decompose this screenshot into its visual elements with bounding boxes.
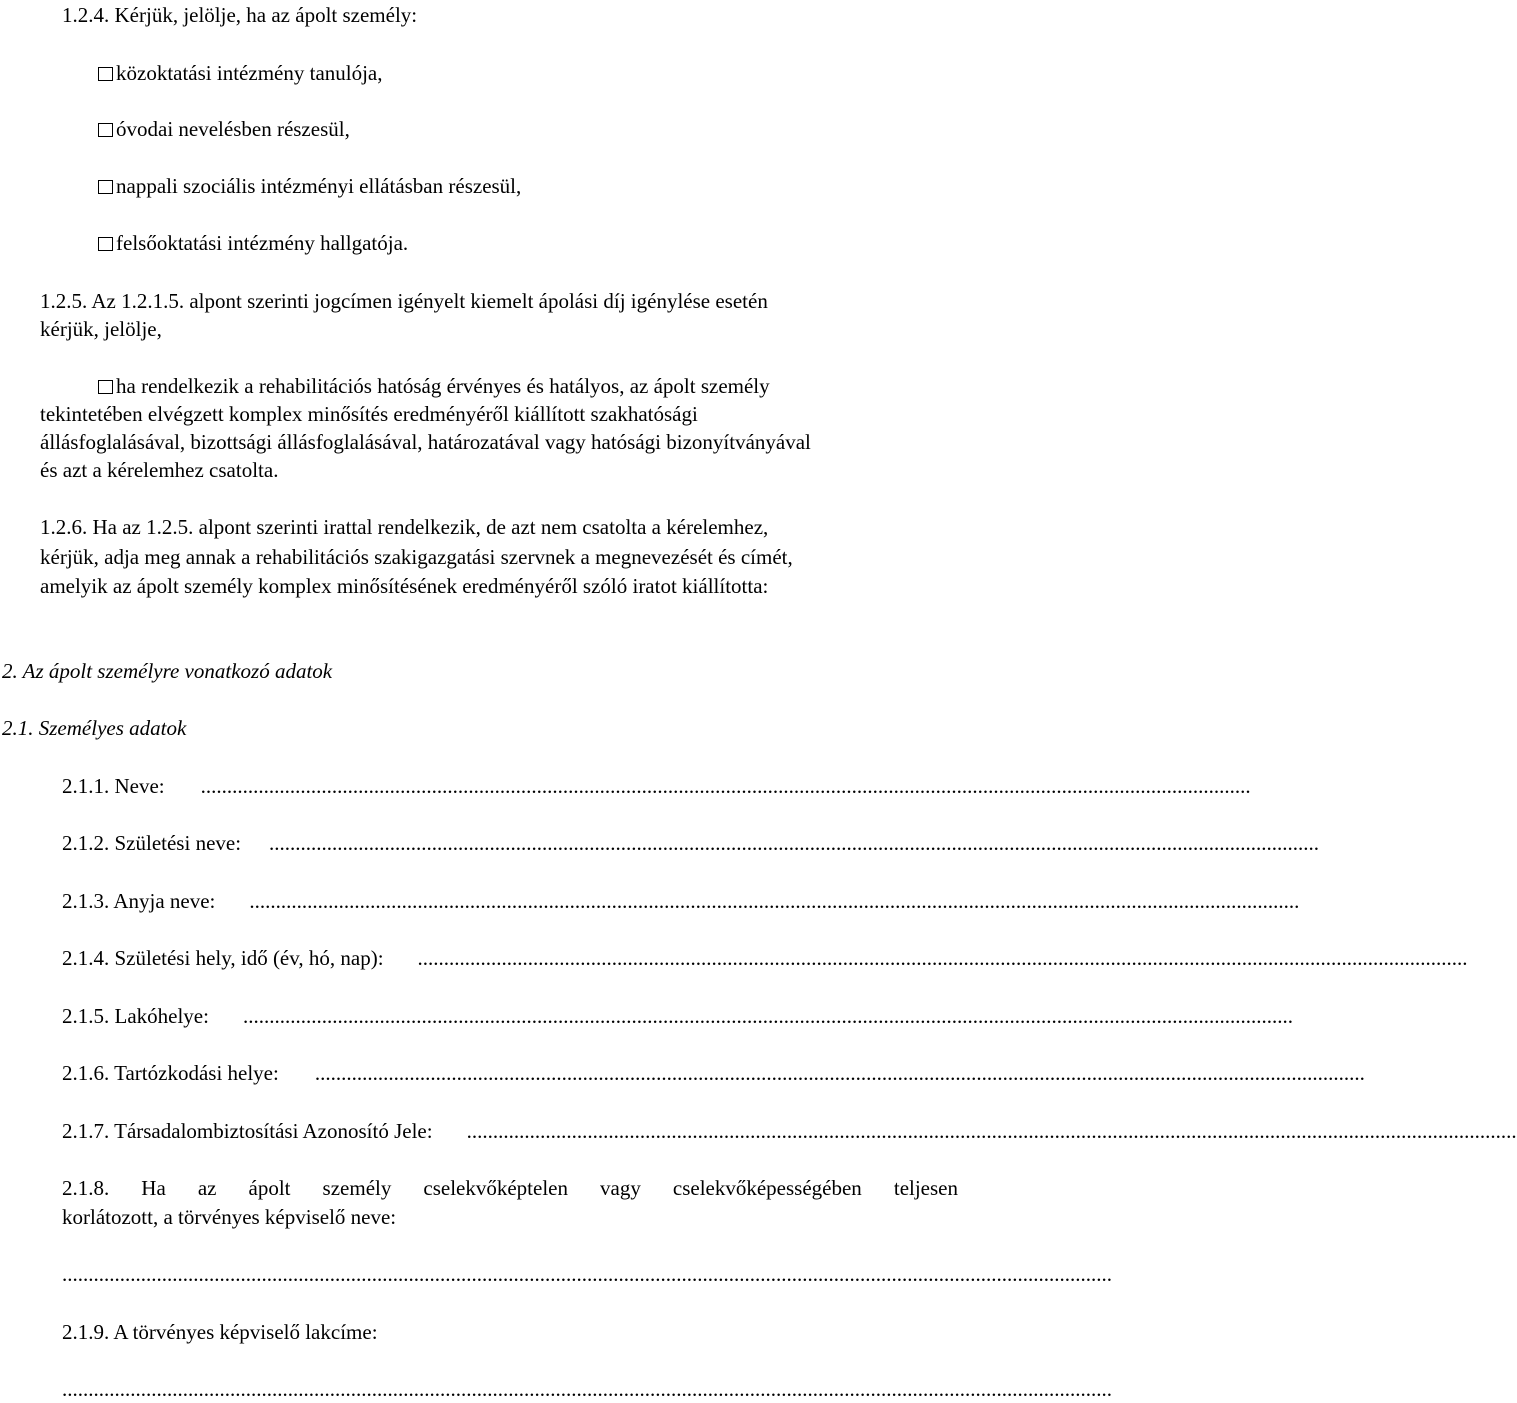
field-mother-name[interactable] (62, 888, 1300, 915)
paragraph-line: tekintetében elvégzett komplex minősítés eredményéről kiállított szakhatósági (40, 402, 698, 426)
checkbox[interactable] (98, 67, 113, 81)
option-label: nappali szociális intézményi ellátásban részesül, (116, 174, 522, 198)
field-stay-address[interactable] (62, 1060, 1365, 1087)
option-label: közoktatási intézmény tanulója, (116, 61, 383, 85)
section-2-1-subtitle: 2.1. Személyes adatok (2, 716, 187, 740)
field-dotted-line[interactable]: ........................................................................................................................................................................................................ (200, 774, 1251, 798)
option-day-social-care[interactable] (98, 173, 521, 200)
section-1-2-5-line1: 1.2.5. Az 1.2.1.5. alpont szerinti jogcímen igényelt kiemelt ápolási díj igénylése esetén (40, 289, 768, 313)
option-kindergarten[interactable] (98, 116, 350, 143)
field-label: 2.1.6. Tartózkodási helye: (62, 1061, 279, 1085)
paragraph-line: állásfoglalásával, bizottsági állásfoglalásával, határozatával vagy hatósági bizonyítványával (40, 430, 811, 454)
checkbox[interactable] (98, 123, 113, 137)
checkbox[interactable] (98, 380, 113, 394)
field-label: 2.1.5. Lakóhelye: (62, 1004, 209, 1028)
option-label: ha rendelkezik a rehabilitációs hatóság érvényes és hatályos, az ápolt személy (116, 374, 770, 398)
option-label: felsőoktatási intézmény hallgatója. (116, 231, 409, 255)
field-label: 2.1.4. Születési hely, idő (év, hó, nap): (62, 946, 384, 970)
section-2-1-9-label: 2.1.9. A törvényes képviselő lakcíme: (62, 1320, 378, 1344)
field-dotted-line[interactable]: ........................................................................................................................................................................................................ (62, 1262, 1112, 1286)
option-higher-education-student[interactable] (98, 230, 408, 257)
section-1-2-4-title: 1.2.4. Kérjük, jelölje, ha az ápolt személy: (62, 3, 418, 27)
field-label: 2.1.1. Neve: (62, 774, 165, 798)
field-birth-place-date[interactable] (62, 945, 1468, 972)
option-rehab-document[interactable] (98, 373, 770, 400)
field-dotted-line[interactable]: ........................................................................................................................................................................................................ (62, 1377, 1112, 1401)
checkbox[interactable] (98, 180, 113, 194)
section-1-2-6-line: 1.2.6. Ha az 1.2.5. alpont szerinti irattal rendelkezik, de azt nem csatolta a kérelemhez, (40, 515, 769, 539)
field-dotted-line[interactable]: ........................................................................................................................................................................................................ (314, 1061, 1365, 1085)
field-birth-name[interactable] (62, 830, 1320, 857)
paragraph-line: és azt a kérelemhez csatolta. (40, 458, 279, 482)
checkbox[interactable] (98, 237, 113, 251)
field-residence[interactable] (62, 1003, 1293, 1030)
section-2-title: 2. Az ápolt személyre vonatkozó adatok (2, 659, 333, 683)
section-1-2-6-line: kérjük, adja meg annak a rehabilitációs szakigazgatási szervnek a megnevezését és címét, (40, 545, 793, 569)
field-name[interactable] (62, 773, 1251, 800)
option-label: óvodai nevelésben részesül, (116, 117, 350, 141)
section-1-2-5-line2: kérjük, jelölje, (40, 317, 162, 341)
field-dotted-line[interactable]: ........................................................................................................................................................................................................ (417, 946, 1468, 970)
field-label: 2.1.3. Anyja neve: (62, 889, 216, 913)
field-label: 2.1.7. Társadalombiztosítási Azonosító Jele: (62, 1119, 433, 1143)
section-2-1-8-line1: 2.1.8. Ha az ápolt személy cselekvőképtelen vagy cselekvőképességében teljesen (62, 1176, 958, 1200)
field-label: 2.1.2. Születési neve: (62, 831, 242, 855)
field-dotted-line[interactable]: ........................................................................................................................................................................................................ (249, 889, 1300, 913)
field-dotted-line[interactable]: ........................................................................................................................................................................................................ (466, 1119, 1517, 1143)
option-public-education-student[interactable] (98, 60, 383, 87)
field-dotted-line[interactable]: ........................................................................................................................................................................................................ (269, 831, 1320, 855)
field-social-security-number[interactable] (62, 1118, 1517, 1145)
section-2-1-8-line2: korlátozott, a törvényes képviselő neve: (62, 1205, 397, 1229)
section-1-2-6-line: amelyik az ápolt személy komplex minősítésének eredményéről szóló iratot kiállította: (40, 574, 769, 598)
field-dotted-line[interactable]: ........................................................................................................................................................................................................ (242, 1004, 1293, 1028)
field-legal-representative-address[interactable] (62, 1376, 1112, 1403)
field-legal-representative-name[interactable] (62, 1261, 1112, 1288)
